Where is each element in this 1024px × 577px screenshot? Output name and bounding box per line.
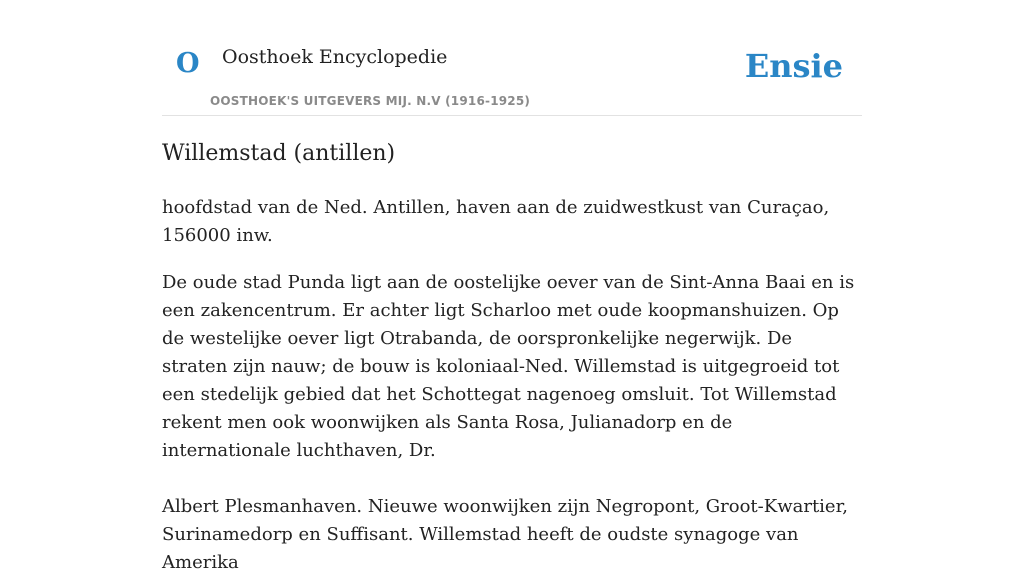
brand-logo[interactable]: Ensie [744,47,843,85]
article-title: Willemstad (antillen) [162,141,396,166]
article-paragraph: Albert Plesmanhaven. Nieuwe woonwijken zijn Negropont, Groot-Kwartier, Surinamedorp en Suffisant. Willemstad heeft de oudste synagoge van Amerika [162,496,848,573]
site-header [162,0,862,116]
publisher-label: OOSTHOEK'S UITGEVERS MIJ. N.V (1916-1925) [210,94,531,108]
article-body [162,138,862,577]
article-paragraph: hoofdstad van de Ned. Antillen, haven aan de zuidwestkust van Curaçao, 156000 inw. [162,197,830,246]
article-paragraph: De oude stad Punda ligt aan de oostelijke oever van de Sint-Anna Baai en is een zakencentrum. Er achter ligt Scharloo met oude koopmanshuizen. Op de westelijke oever ligt Otrabanda, de oorspronkelijke negerwijk. De straten zijn nauw; de bouw is koloniaal-Ned. Willemstad is uitgegroeid tot een stedelijk gebied dat het Schottegat nagenoeg omsluit. Tot Willemstad rekent men ook woonwijken als Santa Rosa, Julianadorp en de internationale luchthaven, Dr. [162,272,855,461]
site-logo[interactable]: O [176,48,200,79]
site-name[interactable]: Oosthoek Encyclopedie [222,46,448,68]
